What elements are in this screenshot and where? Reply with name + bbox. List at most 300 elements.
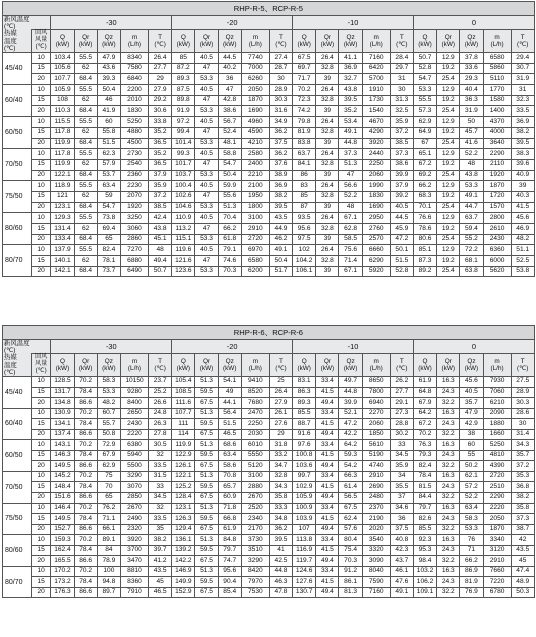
table-cell: 58.3	[460, 514, 483, 525]
table-cell: 45.1	[149, 234, 172, 245]
table-cell: 38.5	[149, 202, 172, 213]
table-cell: 30.2	[390, 429, 413, 440]
table-cell: 40.5	[195, 53, 218, 64]
table-cell: 99.7	[293, 471, 316, 482]
table-cell: 49.4	[316, 524, 339, 535]
table-cell: 67.1	[339, 213, 362, 224]
col-header-symbol: Qz	[104, 33, 113, 41]
table-cell: 30.3	[511, 398, 534, 409]
table-cell: 37.3	[390, 149, 413, 160]
table-cell: 79.7	[218, 545, 241, 556]
col-header	[339, 30, 362, 53]
table-cell: 107.7	[172, 408, 195, 419]
table-cell: 53.7	[97, 170, 120, 181]
table-cell: 47.2	[390, 234, 413, 245]
table-cell: 70.2	[74, 503, 97, 514]
table-cell: 31.8	[269, 440, 292, 451]
table-cell: 1870	[483, 524, 511, 535]
table-cell: 55.5	[74, 53, 97, 64]
table-cell: 36.9	[339, 63, 362, 74]
table-cell: 8650	[362, 377, 390, 388]
col-header	[172, 354, 195, 377]
col-header-symbol: Qz	[346, 357, 355, 365]
col-header-symbol: Q	[422, 33, 428, 41]
table-cell: 41.5	[316, 545, 339, 556]
table-cell: 75.4	[339, 545, 362, 556]
col-header	[241, 354, 269, 377]
col-header-symbol: Qr	[323, 33, 331, 41]
table-cell: 105.9	[293, 493, 316, 504]
table-row	[3, 266, 535, 277]
heat-medium-temp: 80/70	[3, 566, 32, 598]
table-cell: 2290	[483, 149, 511, 160]
table-cell: 76.2	[97, 503, 120, 514]
col-header	[51, 30, 74, 53]
table-cell: 4500	[120, 138, 148, 149]
table-cell: 39.9	[339, 398, 362, 409]
table-cell: 4000	[483, 127, 511, 138]
table-cell: 2320	[120, 524, 148, 535]
table-cell: 105.9	[51, 85, 74, 96]
table-cell: 122.9	[172, 450, 195, 461]
table-cell: 47	[195, 127, 218, 138]
table-cell: 44.5	[390, 213, 413, 224]
table-cell: 67.5	[339, 503, 362, 514]
table-cell: 4590	[241, 127, 269, 138]
table-cell: 2020	[362, 524, 390, 535]
col-header	[390, 354, 413, 377]
table-cell: 26.4	[316, 181, 339, 192]
table-cell: 67.5	[195, 587, 218, 598]
table-cell: 133.4	[51, 234, 74, 245]
table-cell: 151.6	[51, 493, 74, 504]
col-header	[483, 30, 511, 53]
table-cell: 16.3	[437, 440, 460, 451]
fresh-air-temp-unit: (℃)	[4, 23, 16, 31]
table-cell: 51.1	[511, 245, 534, 256]
table-cell: 3060	[120, 224, 148, 235]
return-air-temp: 15	[32, 419, 51, 430]
table-cell: 81.3	[339, 587, 362, 598]
table-cell: 68.4	[74, 170, 97, 181]
table-cell: 2580	[241, 149, 269, 160]
table-cell: 62.1	[460, 471, 483, 482]
table-cell: 37.2	[149, 191, 172, 202]
table-cell: 33.8	[149, 117, 172, 128]
table-cell: 27.7	[149, 63, 172, 74]
table-cell: 104.6	[172, 202, 195, 213]
return-air-temp: 20	[32, 493, 51, 504]
table-cell: 41.2	[149, 556, 172, 567]
col-header	[413, 30, 436, 53]
table-cell: 67.2	[413, 419, 436, 430]
table-cell: 126.1	[172, 461, 195, 472]
table-cell: 110.9	[172, 213, 195, 224]
table-cell: 70.2	[413, 429, 436, 440]
return-air-temp: 10	[32, 471, 51, 482]
table-cell: 114	[172, 429, 195, 440]
table-cell: 25.2	[149, 387, 172, 398]
fresh-air-temp-2: -10	[293, 340, 414, 354]
return-air-temp: 10	[32, 440, 51, 451]
table-cell: 30	[269, 74, 292, 85]
table-cell: 145.2	[51, 471, 74, 482]
col-header-symbol: m	[494, 357, 500, 365]
col-header-symbol: Q	[59, 357, 65, 365]
table-cell: 54.7	[413, 74, 436, 85]
table-cell: 43.7	[390, 556, 413, 567]
table-cell: 139.2	[172, 545, 195, 556]
table-cell: 119.9	[51, 138, 74, 149]
table-cell: 49.4	[316, 429, 339, 440]
table-row	[3, 202, 535, 213]
table-cell: 2190	[362, 514, 390, 525]
table-cell: 107	[293, 524, 316, 535]
return-air-temp: 15	[32, 450, 51, 461]
table-cell: 35.8	[269, 493, 292, 504]
fresh-air-temp-3: 0	[413, 340, 534, 354]
table-cell: 7060	[483, 387, 511, 398]
table-cell: 51.3	[195, 377, 218, 388]
table-cell: 33.4	[316, 503, 339, 514]
table-cell: 24.3	[437, 577, 460, 588]
return-air-label: 回风	[35, 29, 48, 36]
table-row	[3, 408, 535, 419]
table-cell: 1540	[362, 106, 390, 117]
fresh-air-temp-unit: (℃)	[4, 347, 16, 355]
table-cell: 7160	[362, 53, 390, 64]
table-cell: 2340	[241, 514, 269, 525]
fresh-air-temp-label: 新风温度	[4, 16, 30, 24]
table-cell: 37.5	[390, 524, 413, 535]
table-cell: 70.3	[218, 266, 241, 277]
col-header-unit: (L/h)	[248, 365, 262, 372]
heat-medium-temp: 60/40	[3, 85, 32, 117]
table-cell: 82.4	[413, 461, 436, 472]
return-air-temp: 15	[32, 514, 51, 525]
table-cell: 12.9	[437, 181, 460, 192]
table-cell: 48	[339, 202, 362, 213]
table-cell: 33	[149, 482, 172, 493]
table-cell: 12.9	[437, 117, 460, 128]
fresh-air-temp-0: -30	[51, 16, 172, 30]
table-cell: 68.1	[460, 256, 483, 267]
col-header-symbol: Qr	[82, 33, 90, 41]
table-cell: 44.5	[218, 53, 241, 64]
table-cell: 51.3	[195, 440, 218, 451]
model-table-2	[2, 325, 534, 598]
table-cell: 48.1	[218, 138, 241, 149]
table-cell: 72.2	[460, 245, 483, 256]
heat-medium-temp: 80/70	[3, 245, 32, 277]
table-cell: 70.1	[413, 202, 436, 213]
return-air-temp: 15	[32, 127, 51, 138]
col-header-unit: (kW)	[199, 41, 214, 48]
col-header-unit: (kW)	[464, 41, 479, 48]
fresh-air-temp-label: 新风温度	[4, 340, 30, 348]
table-cell: 29.2	[149, 95, 172, 106]
table-row	[3, 493, 535, 504]
table-cell: 30	[390, 85, 413, 96]
return-air-temp: 20	[32, 429, 51, 440]
table-cell: 109.1	[413, 587, 436, 598]
heat-medium-temp: 60/40	[3, 408, 32, 440]
table-cell: 130.9	[51, 408, 74, 419]
table-cell: 5940	[120, 450, 148, 461]
table-cell: 39	[316, 170, 339, 181]
table-cell: 91.9	[172, 106, 195, 117]
table-cell: 70.2	[74, 471, 97, 482]
table-cell: 43.5	[511, 545, 534, 556]
table-cell: 38.7	[511, 524, 534, 535]
table-cell: 102.6	[172, 191, 195, 202]
col-header-symbol: T	[399, 357, 404, 365]
table-cell: 2030	[241, 429, 269, 440]
table-cell: 71.4	[339, 256, 362, 267]
table-cell: 58.5	[339, 234, 362, 245]
table-cell: 32.8	[316, 159, 339, 170]
table-cell: 125.2	[172, 482, 195, 493]
table-cell: 51.3	[195, 535, 218, 546]
table-cell: 48	[149, 245, 172, 256]
table-cell: 43.5	[149, 566, 172, 577]
table-cell: 34.5	[149, 493, 172, 504]
table-cell: 5500	[120, 461, 148, 472]
table-cell: 6970	[241, 245, 269, 256]
table-cell: 27.7	[390, 387, 413, 398]
table-cell: 83.1	[293, 377, 316, 388]
table-cell: 64.2	[413, 408, 436, 419]
heat-medium-temp-unit: (℃)	[4, 368, 16, 376]
table-cell: 87	[293, 202, 316, 213]
table-cell: 47	[195, 256, 218, 267]
table-cell: 97.6	[293, 440, 316, 451]
table-cell: 7530	[241, 587, 269, 598]
return-air-temp: 10	[32, 53, 51, 64]
table-cell: 28.7	[269, 63, 292, 74]
return-air-temp: 10	[32, 503, 51, 514]
col-header	[120, 30, 148, 53]
table-cell: 35	[149, 524, 172, 535]
table-cell: 38.9	[269, 170, 292, 181]
table-cell: 67.2	[413, 159, 436, 170]
col-header-unit: (kW)	[343, 365, 358, 372]
table-cell: 2860	[120, 234, 148, 245]
table-cell: 52.1	[339, 408, 362, 419]
col-header	[437, 354, 460, 377]
table-cell: 32.7	[339, 74, 362, 85]
table-cell: 2670	[241, 493, 269, 504]
table-cell: 124.6	[293, 566, 316, 577]
table-cell: 12.9	[437, 53, 460, 64]
table-cell: 39.6	[511, 159, 534, 170]
table-cell: 49.4	[316, 556, 339, 567]
col-header-unit: (kW)	[297, 365, 311, 372]
table-cell: 88.7	[293, 419, 316, 430]
table-cell: 2270	[362, 408, 390, 419]
table-cell: 35.5	[390, 482, 413, 493]
table-cell: 70.2	[293, 85, 316, 96]
table-cell: 59.5	[195, 514, 218, 525]
col-header-unit: (kW)	[418, 365, 432, 372]
table-cell: 69.4	[97, 224, 120, 235]
table-cell: 32.3	[511, 95, 534, 106]
table-cell: 122.1	[172, 471, 195, 482]
table-cell: 68.4	[74, 138, 97, 149]
table-cell: 9410	[241, 377, 269, 388]
table-cell: 1920	[483, 170, 511, 181]
table-cell: 67.5	[195, 493, 218, 504]
table-cell: 47	[195, 63, 218, 74]
table-cell: 2110	[483, 159, 511, 170]
table-cell: 40.5	[195, 181, 218, 192]
table-cell: 32.8	[316, 63, 339, 74]
table-cell: 37.6	[269, 159, 292, 170]
return-air-temp: 10	[32, 408, 51, 419]
table-cell: 39.3	[97, 74, 120, 85]
table-cell: 19.2	[437, 191, 460, 202]
table-cell: 67	[413, 138, 436, 149]
table-row	[3, 566, 535, 577]
table-cell: 67.1	[339, 266, 362, 277]
table-cell: 12.9	[437, 85, 460, 96]
col-header-unit: (℃)	[396, 41, 408, 48]
table-cell: 24.3	[437, 387, 460, 398]
table-cell: 49.1	[460, 191, 483, 202]
table-cell: 2690	[362, 482, 390, 493]
table-row	[3, 556, 535, 567]
table-row	[3, 450, 535, 461]
table-cell: 3070	[120, 482, 148, 493]
table-cell: 89.3	[172, 74, 195, 85]
table-cell: 78.6	[413, 224, 436, 235]
table-cell: 5550	[241, 450, 269, 461]
fresh-air-temp-2: -10	[293, 16, 414, 30]
table-cell: 146.3	[51, 450, 74, 461]
table-cell: 68.4	[74, 234, 97, 245]
table-cell: 8360	[120, 577, 148, 588]
table-cell: 71	[460, 545, 483, 556]
table-cell: 48.9	[511, 577, 534, 588]
table-cell: 27.8	[149, 429, 172, 440]
col-header-symbol: Qz	[104, 357, 113, 365]
table-cell: 38.3	[511, 149, 534, 160]
table-cell: 106.1	[293, 266, 316, 277]
table-cell: 40.5	[460, 387, 483, 398]
table-cell: 100	[97, 566, 120, 577]
heat-medium-temp: 70/50	[3, 471, 32, 503]
performance-table	[2, 1, 535, 277]
table-cell: 2250	[362, 159, 390, 170]
table-cell: 56.5	[339, 493, 362, 504]
return-air-temp: 10	[32, 149, 51, 160]
table-cell: 59.5	[195, 577, 218, 588]
col-header-symbol: Q	[59, 33, 65, 41]
table-cell: 86.6	[74, 556, 97, 567]
table-cell: 3090	[362, 556, 390, 567]
table-cell: 70.2	[74, 408, 97, 419]
col-header-symbol: m	[373, 33, 379, 41]
table-cell: 39	[316, 138, 339, 149]
table-cell: 55.5	[74, 117, 97, 128]
return-air-temp: 10	[32, 535, 51, 546]
table-cell: 25.4	[437, 106, 460, 117]
table-cell: 65	[97, 234, 120, 245]
table-cell: 2490	[120, 514, 148, 525]
table-cell: 32.8	[269, 471, 292, 482]
table-cell: 53.3	[195, 266, 218, 277]
table-cell: 68.4	[74, 202, 97, 213]
return-air-temp: 20	[32, 74, 51, 85]
table-cell: 25.4	[437, 202, 460, 213]
table-cell: 40.4	[460, 85, 483, 96]
table-cell: 2720	[241, 234, 269, 245]
table-cell: 51.3	[339, 159, 362, 170]
table-cell: 79.3	[413, 450, 436, 461]
table-cell: 36.2	[269, 524, 292, 535]
table-cell: 37.5	[269, 138, 292, 149]
table-cell: 39.5	[269, 535, 292, 546]
table-cell: 42.5	[269, 556, 292, 567]
table-cell: 61.8	[218, 234, 241, 245]
table-row	[3, 234, 535, 245]
table-cell: 50.8	[97, 429, 120, 440]
table-cell: 68.4	[74, 266, 97, 277]
table-cell: 140.1	[51, 256, 74, 267]
col-header	[149, 354, 172, 377]
table-cell: 72.9	[97, 440, 120, 451]
table-cell: 42.8	[218, 95, 241, 106]
table-cell: 36.9	[511, 117, 534, 128]
table-cell: 116.9	[293, 545, 316, 556]
table-cell: 84	[97, 545, 120, 556]
table-cell: 70.8	[218, 471, 241, 482]
table-cell: 78.4	[74, 577, 97, 588]
table-cell: 103.4	[51, 53, 74, 64]
table-cell: 45	[149, 577, 172, 588]
table-cell: 53.3	[195, 106, 218, 117]
return-air-header	[31, 353, 50, 376]
table-cell: 2400	[241, 159, 269, 170]
table-cell: 2210	[241, 170, 269, 181]
table-cell: 1580	[483, 95, 511, 106]
table-cell: 89.1	[97, 535, 120, 546]
table-cell: 35.8	[511, 503, 534, 514]
col-header	[51, 354, 74, 377]
table-cell: 136.1	[172, 535, 195, 546]
table-cell: 78.1	[97, 256, 120, 267]
table-cell: 86.9	[460, 566, 483, 577]
table-cell: 123.6	[172, 266, 195, 277]
table-cell: 117.8	[51, 127, 74, 138]
table-cell: 67.5	[195, 398, 218, 409]
table-cell: 46.1	[390, 566, 413, 577]
table-cell: 62.8	[339, 224, 362, 235]
col-header	[149, 30, 172, 53]
table-cell: 108	[51, 95, 74, 106]
table-cell: 47	[195, 224, 218, 235]
table-cell: 104.2	[293, 256, 316, 267]
table-cell: 55.5	[74, 149, 97, 160]
table-cell: 1690	[241, 106, 269, 117]
table-cell: 3290	[120, 471, 148, 482]
table-cell: 56.4	[218, 408, 241, 419]
table-cell: 137.9	[51, 245, 74, 256]
table-cell: 123.1	[172, 503, 195, 514]
table-cell: 99.3	[172, 149, 195, 160]
table-cell: 176.3	[51, 587, 74, 598]
table-cell: 36.9	[269, 181, 292, 192]
